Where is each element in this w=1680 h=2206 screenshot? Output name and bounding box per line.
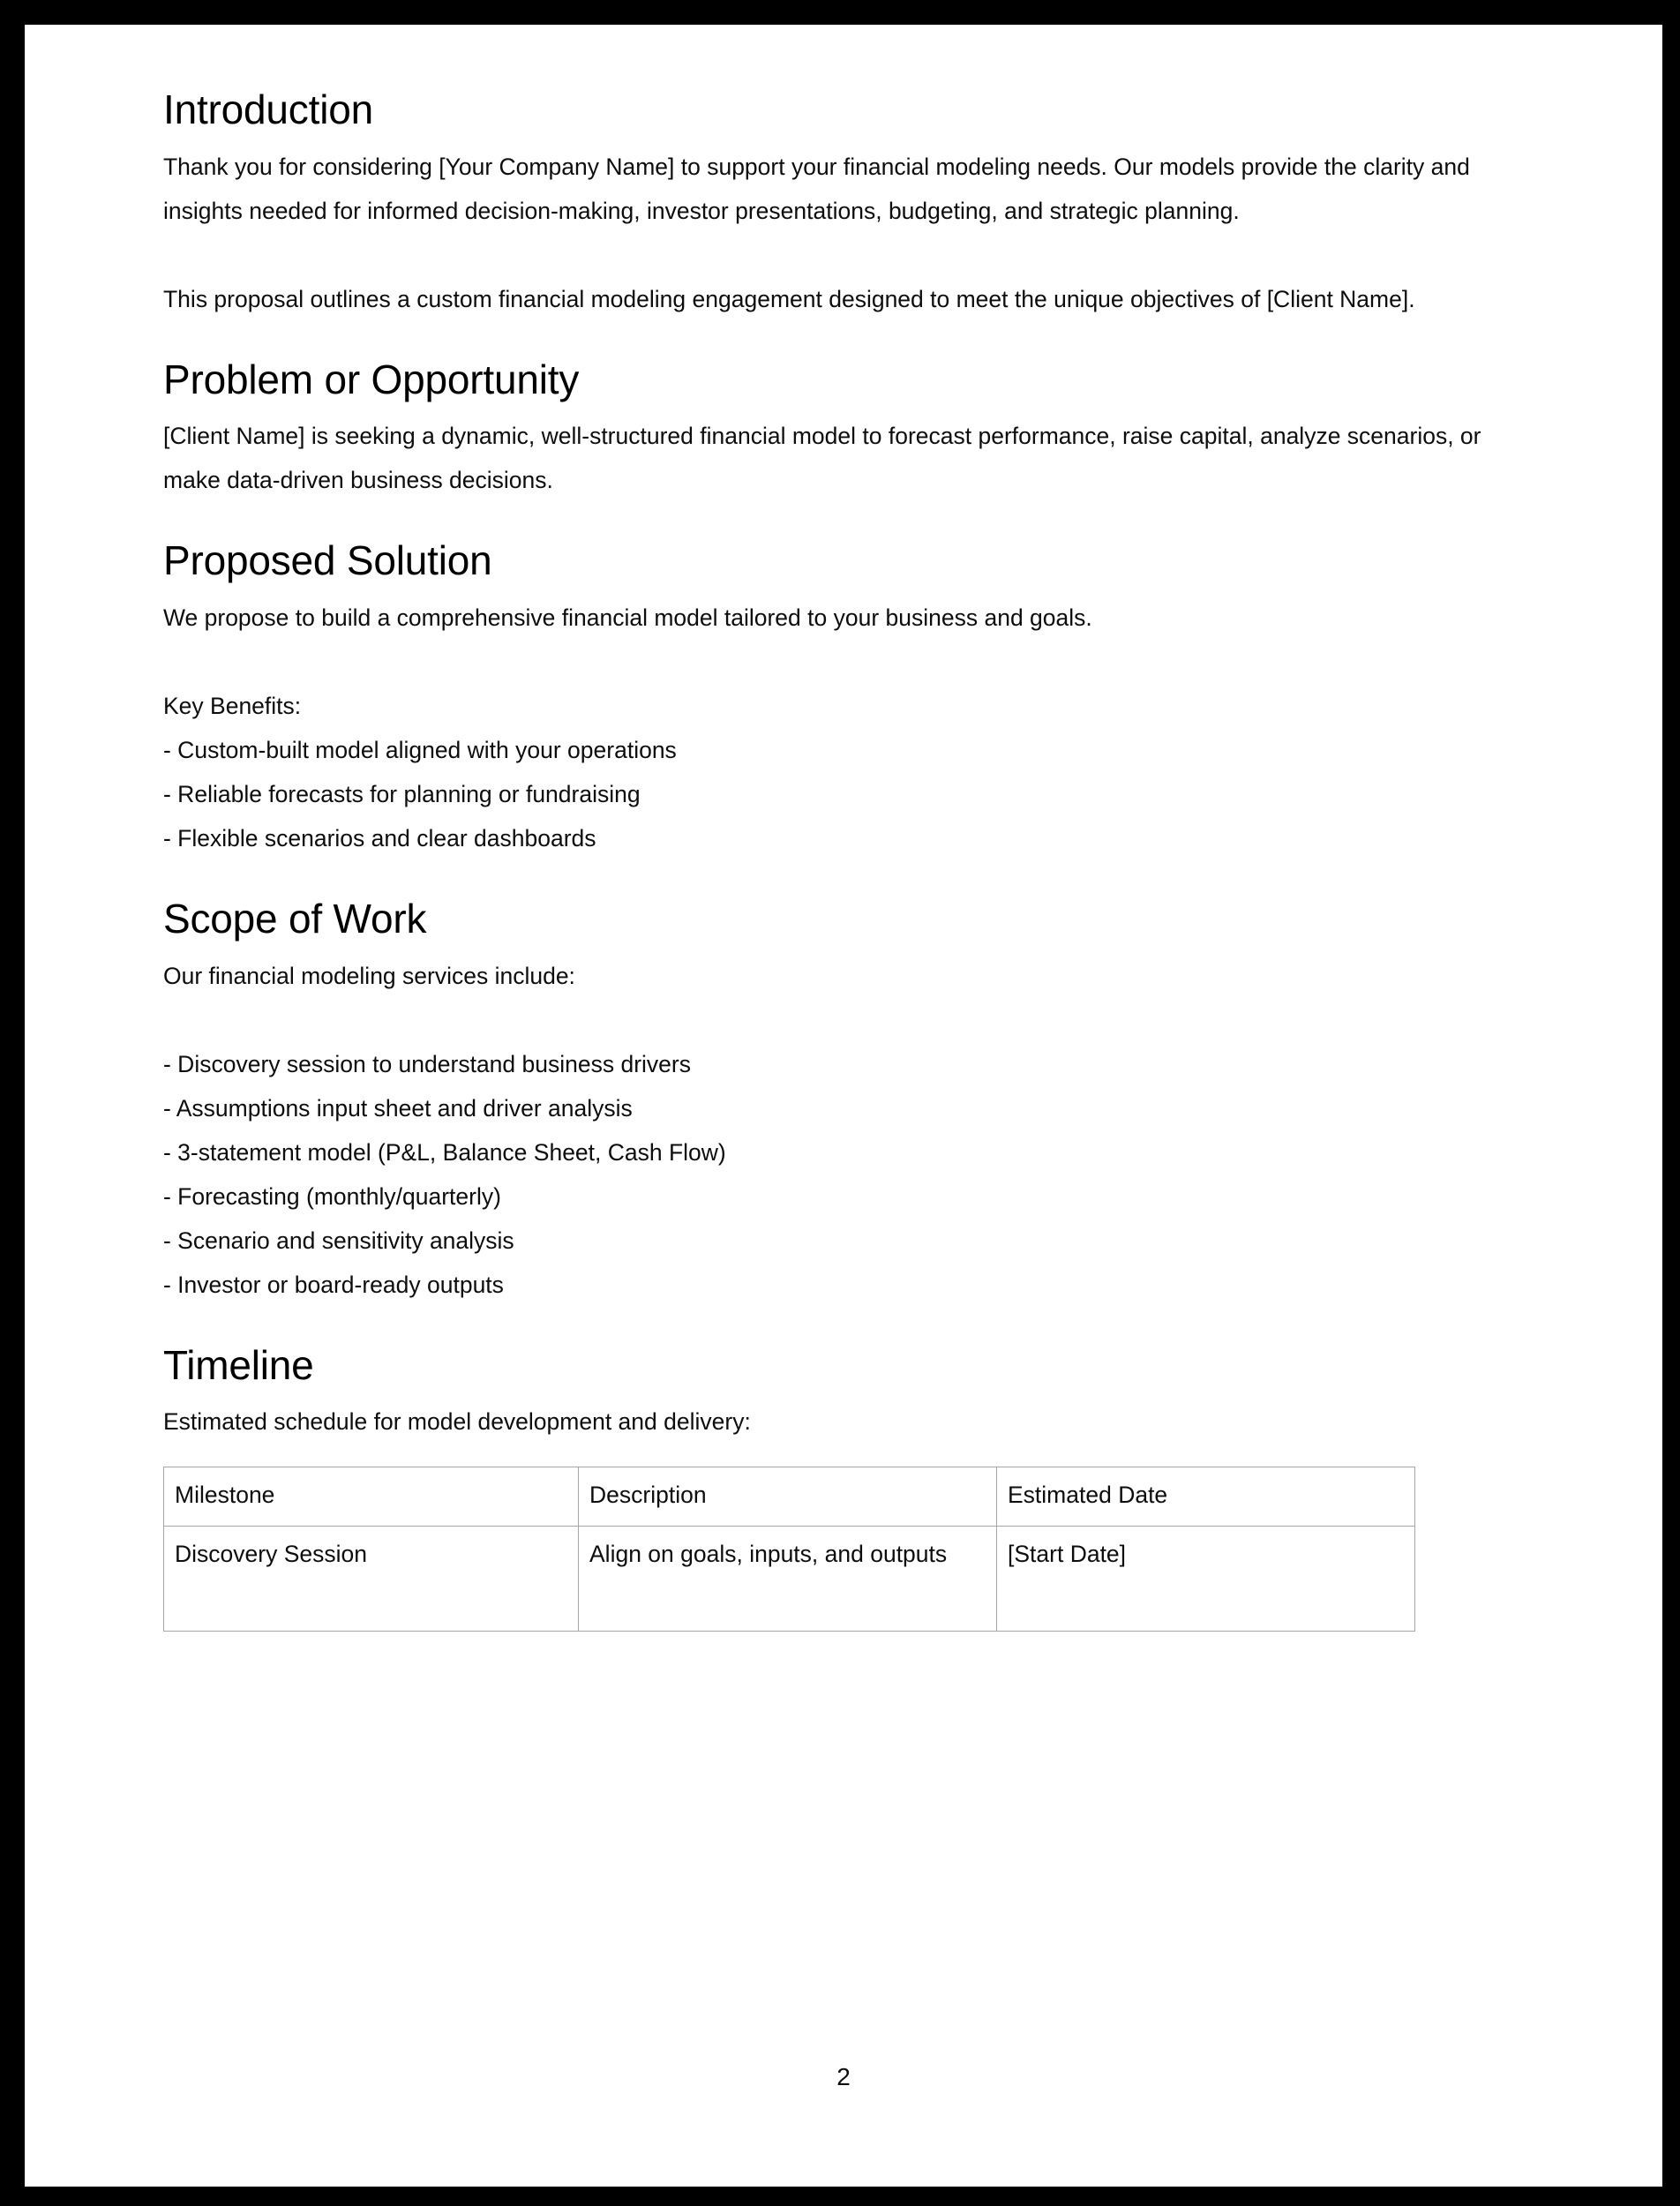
section-scope-of-work bbox=[163, 897, 1511, 1307]
paragraph-introduction-2: This proposal outlines a custom financial modeling engagement designed to meet the unique objectives of [Client Name]. bbox=[163, 285, 1415, 312]
section-introduction bbox=[163, 88, 1511, 321]
list-item: - Flexible scenarios and clear dashboards bbox=[163, 825, 596, 852]
paragraph-scope-of-work-1: Our financial modeling services include: bbox=[163, 962, 575, 989]
list-scope-of-work bbox=[163, 1042, 1511, 1307]
heading-introduction: Introduction bbox=[163, 86, 373, 132]
section-proposed-solution bbox=[163, 539, 1511, 860]
table-header-row bbox=[164, 1467, 1415, 1527]
heading-proposed-solution: Proposed Solution bbox=[163, 537, 492, 584]
page-number: 2 bbox=[836, 2063, 851, 2090]
list-item: - Forecasting (monthly/quarterly) bbox=[163, 1182, 501, 1210]
list-item: - Assumptions input sheet and driver analysis bbox=[163, 1094, 633, 1122]
paragraph-problem-or-opportunity-1: [Client Name] is seeking a dynamic, well-structured financial model to forecast performance, raise capital, analyze scenarios, or make data-driven business decisions. bbox=[163, 423, 1481, 494]
table-header-cell-description: Description bbox=[579, 1467, 997, 1527]
section-timeline bbox=[163, 1341, 1511, 1632]
table-header-cell-estimated-date: Estimated Date bbox=[997, 1467, 1415, 1527]
list-item: - Reliable forecasts for planning or fundraising bbox=[163, 781, 641, 808]
paragraph-proposed-solution-1: We propose to build a comprehensive financial model tailored to your business and goals. bbox=[163, 604, 1092, 632]
paragraph-introduction-1: Thank you for considering [Your Company Name] to support your financial modeling needs. Our models provide the clarity and insights needed for informed decision-making, investor presentations, budgeting, and strategic planning. bbox=[163, 153, 1470, 224]
list-key-benefits bbox=[163, 728, 1511, 860]
section-problem-or-opportunity bbox=[163, 358, 1511, 503]
table-cell-milestone: Discovery Session bbox=[164, 1527, 579, 1632]
heading-problem-or-opportunity: Problem or Opportunity bbox=[163, 356, 580, 402]
heading-scope-of-work: Scope of Work bbox=[163, 896, 427, 942]
document-content bbox=[163, 88, 1511, 1632]
table-cell-description: Align on goals, inputs, and outputs bbox=[579, 1527, 997, 1632]
spacer bbox=[163, 640, 1511, 684]
heading-timeline: Timeline bbox=[163, 1341, 314, 1388]
list-item: - 3-statement model (P&L, Balance Sheet, Cash Flow) bbox=[163, 1138, 726, 1166]
list-item: - Scenario and sensitivity analysis bbox=[163, 1227, 514, 1254]
list-item: - Discovery session to understand business drivers bbox=[163, 1050, 691, 1077]
paragraph-timeline-1: Estimated schedule for model development and delivery: bbox=[163, 1408, 751, 1436]
list-item: - Custom-built model aligned with your operations bbox=[163, 737, 677, 764]
timeline-table bbox=[163, 1467, 1415, 1632]
table-header-cell-milestone: Milestone bbox=[164, 1467, 579, 1527]
table-row bbox=[164, 1527, 1415, 1632]
document-page bbox=[25, 25, 1662, 2187]
label-key-benefits: Key Benefits: bbox=[163, 693, 302, 720]
list-item: - Investor or board-ready outputs bbox=[163, 1271, 504, 1298]
spacer bbox=[163, 998, 1511, 1042]
table-cell-estimated-date: [Start Date] bbox=[997, 1527, 1415, 1632]
